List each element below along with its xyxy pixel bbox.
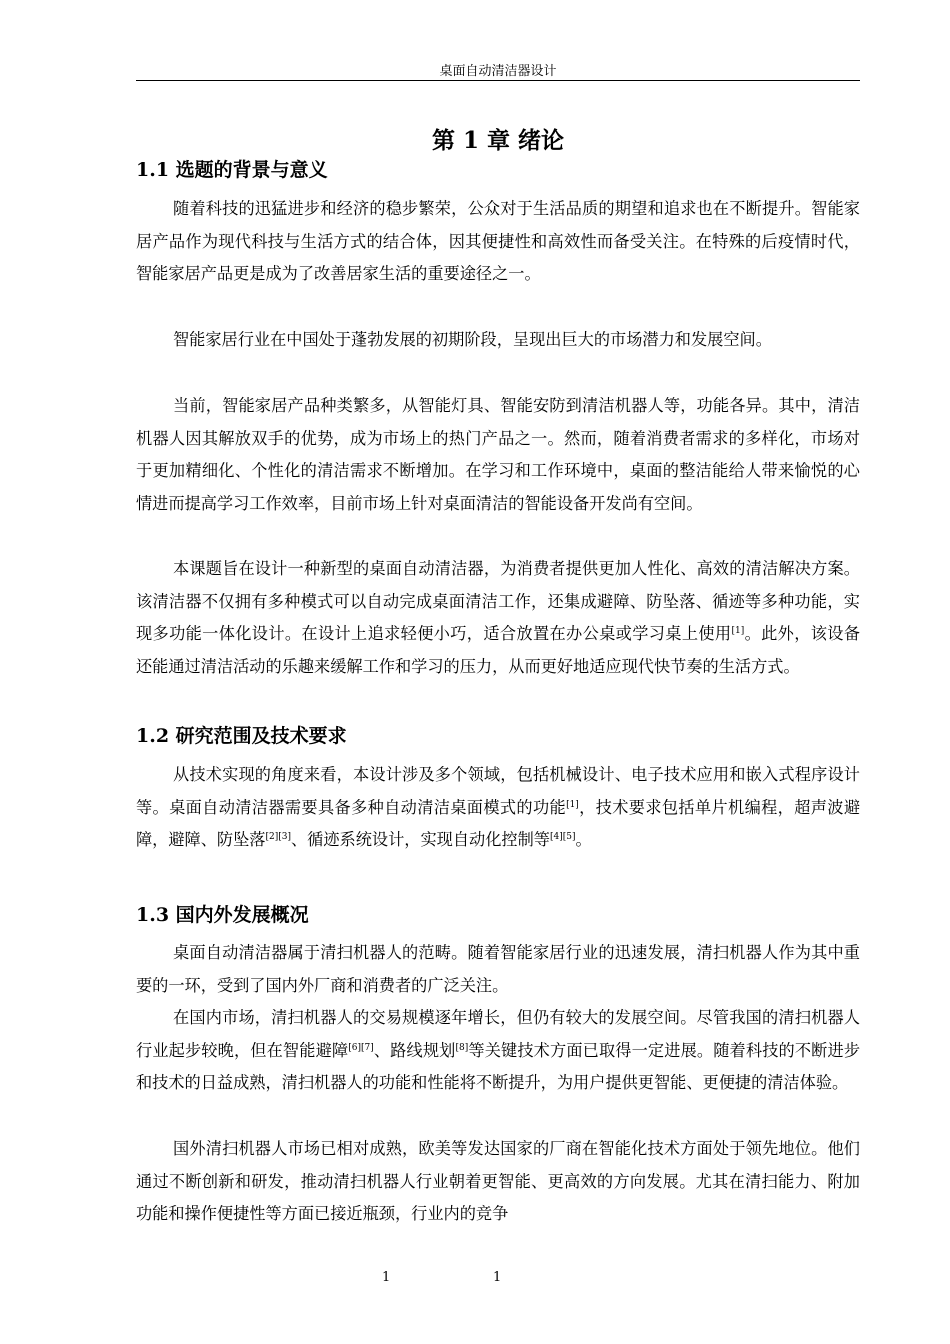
citation: [1] xyxy=(731,626,745,637)
citation: [6][7] xyxy=(348,1042,374,1053)
paragraph-text: 在国内市场，清扫机器人的交易规模逐年增长，但仍有较大的发展空间。尽管我国的清扫机器人行业起步较晚，但在智能避障 xyxy=(136,1008,860,1060)
citation: [8] xyxy=(455,1042,469,1053)
section-heading-1-3: 1.3 国内外发展概况 xyxy=(136,904,309,926)
paragraph-text: 、循迹系统设计，实现自动化控制等 xyxy=(291,830,550,850)
paragraph xyxy=(136,1002,860,1100)
chapter-title: 第 1 章 绪论 xyxy=(431,127,565,155)
paragraph-text: 从技术实现的角度来看，本设计涉及多个领域，包括机械设计、电子技术应用和嵌入式程序设计等。桌面自动清洁器需要具备多种自动清洁桌面模式的功能 xyxy=(136,765,860,817)
paragraph-text: 本课题旨在设计一种新型的桌面自动清洁器，为消费者提供更加人性化、高效的清洁解决方案。该清洁器不仅拥有多种模式可以自动完成桌面清洁工作，还集成避障、防坠落、循迹等多种功能，实现多功能一体化设计。在设计上追求轻便小巧，适合放置在办公桌或学习桌上使用 xyxy=(136,559,860,644)
paragraph: 桌面自动清洁器属于清扫机器人的范畴。随着智能家居行业的迅速发展，清扫机器人作为其中重要的一环，受到了国内外厂商和消费者的广泛关注。 xyxy=(136,943,860,995)
paragraph-text: 等关键技术方面已取得一定进展。随着科技的不断进步和技术的日益成熟，清扫机器人的功能和性能将不断提升，为用户提供更智能、更便捷的清洁体验。 xyxy=(136,1040,861,1093)
paragraph: 智能家居行业在中国处于蓬勃发展的初期阶段，呈现出巨大的市场潜力和发展空间。 xyxy=(173,330,772,349)
paragraph: 随着科技的迅猛进步和经济的稳步繁荣，公众对于生活品质的期望和追求也在不断提升。智能家居产品作为现代科技与生活方式的结合体，因其便捷性和高效性而备受关注。在特殊的后疫情时代，智能家居产品更是成为了改善居家生活的重要途径之一。 xyxy=(136,199,860,284)
page-number-right: 1 xyxy=(493,1270,502,1285)
paragraph-text: 。 xyxy=(575,830,592,850)
page-header-rule xyxy=(136,80,860,81)
paragraph-text: 、路线规划 xyxy=(373,1040,456,1060)
paragraph-text: ，技术要求包括单片机编程，超声波避障，避障、防坠落 xyxy=(136,797,861,850)
citation: [4][5] xyxy=(550,832,576,843)
section-heading-1-2: 1.2 研究范围及技术要求 xyxy=(136,725,347,747)
paragraph xyxy=(136,759,860,857)
citation: [2][3] xyxy=(265,832,291,843)
section-heading-1-1: 1.1 选题的背景与意义 xyxy=(136,159,328,181)
paragraph: 当前，智能家居产品种类繁多，从智能灯具、智能安防到清洁机器人等，功能各异。其中，清洁机器人因其解放双手的优势，成为市场上的热门产品之一。然而，随着消费者需求的多样化，市场对于更加精细化、个性化的清洁需求不断增加。在学习和工作环境中，桌面的整洁能给人带来愉悦的心情进而提高学习工作效率，目前市场上针对桌面清洁的智能设备开发尚有空间。 xyxy=(136,396,860,513)
paragraph: 国外清扫机器人市场已相对成熟，欧美等发达国家的厂商在智能化技术方面处于领先地位。他们通过不断创新和研发，推动清扫机器人行业朝着更智能、更高效的方向发展。尤其在清扫能力、附加功能和操作便捷性等方面已接近瓶颈，行业内的竞争 xyxy=(136,1139,860,1224)
citation: [1] xyxy=(566,799,579,810)
paragraph-text: 。此外，该设备还能通过清洁活动的乐趣来缓解工作和学习的压力，从而更好地适应现代快节奏的生活方式。 xyxy=(136,624,861,676)
paragraph xyxy=(136,553,860,683)
page-header-title: 桌面自动清洁器设计 xyxy=(439,64,557,79)
page-number-left: 1 xyxy=(382,1270,391,1285)
